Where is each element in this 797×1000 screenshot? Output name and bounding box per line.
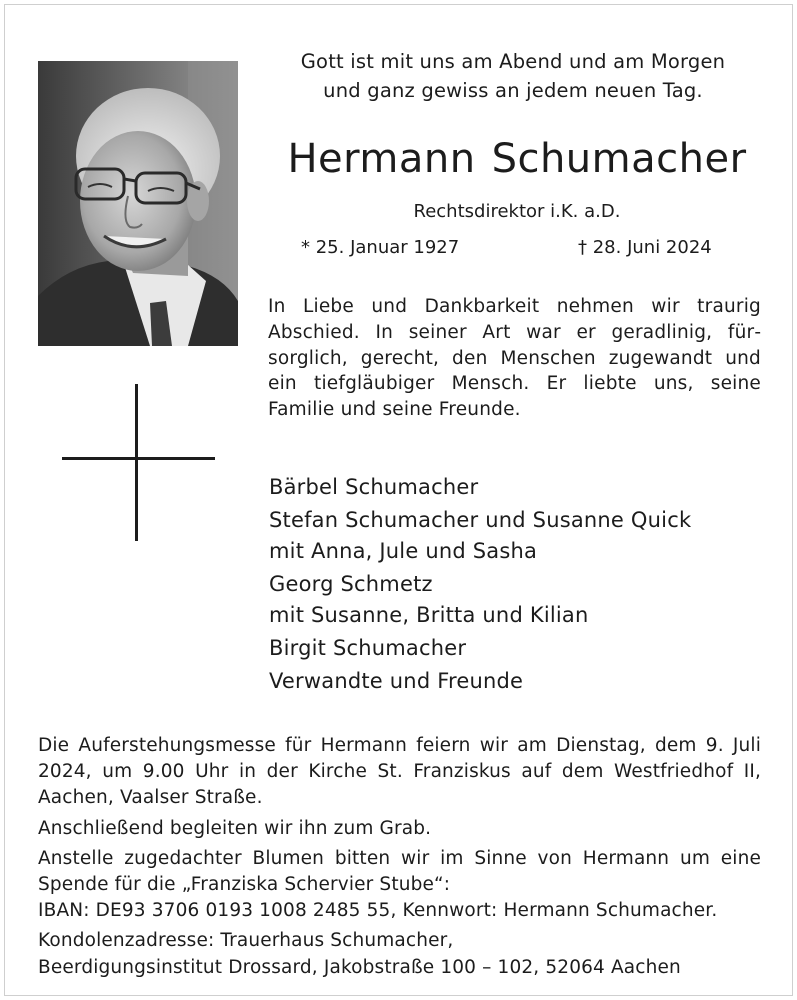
- cross-vertical-bar: [135, 384, 138, 541]
- deceased-title: Rechtsdirektor i.K. a.D.: [413, 201, 621, 222]
- last-name: Schumacher: [491, 136, 747, 182]
- mourner-group: [269, 633, 769, 664]
- verse-line-2: und ganz gewiss an jedem neuen Tag.: [323, 79, 703, 102]
- first-name: Hermann: [287, 136, 476, 182]
- death-date: † 28. Juni 2024: [578, 237, 712, 258]
- mourner-name: Stefan Schumacher und Susanne Quick: [269, 508, 692, 532]
- mourner-group: [269, 472, 769, 503]
- donation-text: Anstelle zugedachter Blumen bitten wir im Sinne von Hermann um eine Spende für die „Franziska Schervier Stube“:: [38, 847, 761, 896]
- deceased-name: [262, 134, 772, 184]
- mourner-name: Birgit Schumacher: [269, 636, 467, 660]
- cross-horizontal-bar: [62, 457, 215, 460]
- intro-paragraph: In Liebe und Dankbarkeit nehmen wir traurig Abschied. In seiner Art war er geradlinig, fürsorglich, gerecht, den Menschen zugewandt und ein tiefgläubiger Mensch. Er liebte uns, seine Familie und seine Freunde.: [268, 296, 761, 421]
- mourner-name: Georg Schmetz: [269, 572, 433, 596]
- service-info: [38, 733, 761, 981]
- mass-info: Die Auferstehungsmesse für Hermann feiern wir am Dienstag, dem 9. Juli 2024, um 9.00 Uhr in der Kirche St. Franziskus auf dem Westfriedhof II, Aachen, Vaalser Straße.: [38, 735, 761, 809]
- mourner-with: mit Susanne, Britta und Kilian: [269, 603, 589, 627]
- mourner-group: [269, 569, 769, 631]
- mourner-name: Verwandte und Freunde: [269, 669, 524, 693]
- condolence-info: [38, 928, 761, 980]
- verse-line-1: Gott ist mit uns am Abend und am Morgen: [300, 50, 726, 73]
- portrait-photo: [38, 61, 238, 346]
- burial-info: Anschließend begleiten wir ihn zum Grab.: [38, 817, 432, 839]
- mourner-name: Bärbel Schumacher: [269, 475, 479, 499]
- mourner-group: [269, 666, 769, 697]
- verse: [268, 47, 758, 105]
- condolence-line-1: Kondolenzadresse: Trauerhaus Schumacher,: [38, 930, 454, 952]
- condolence-line-2: Beerdigungsinstitut Drossard, Jakobstraße 100 – 102, 52064 Aachen: [38, 956, 681, 978]
- mourner-group: [269, 505, 769, 567]
- donation-info: [38, 846, 761, 925]
- birth-date: * 25. Januar 1927: [301, 237, 460, 258]
- portrait-image: [38, 61, 238, 346]
- mourners-list: [269, 472, 769, 699]
- mourner-with: mit Anna, Jule und Sasha: [269, 539, 538, 563]
- iban-text: IBAN: DE93 3706 0193 1008 2485 55, Kennwort: Hermann Schumacher.: [38, 900, 718, 922]
